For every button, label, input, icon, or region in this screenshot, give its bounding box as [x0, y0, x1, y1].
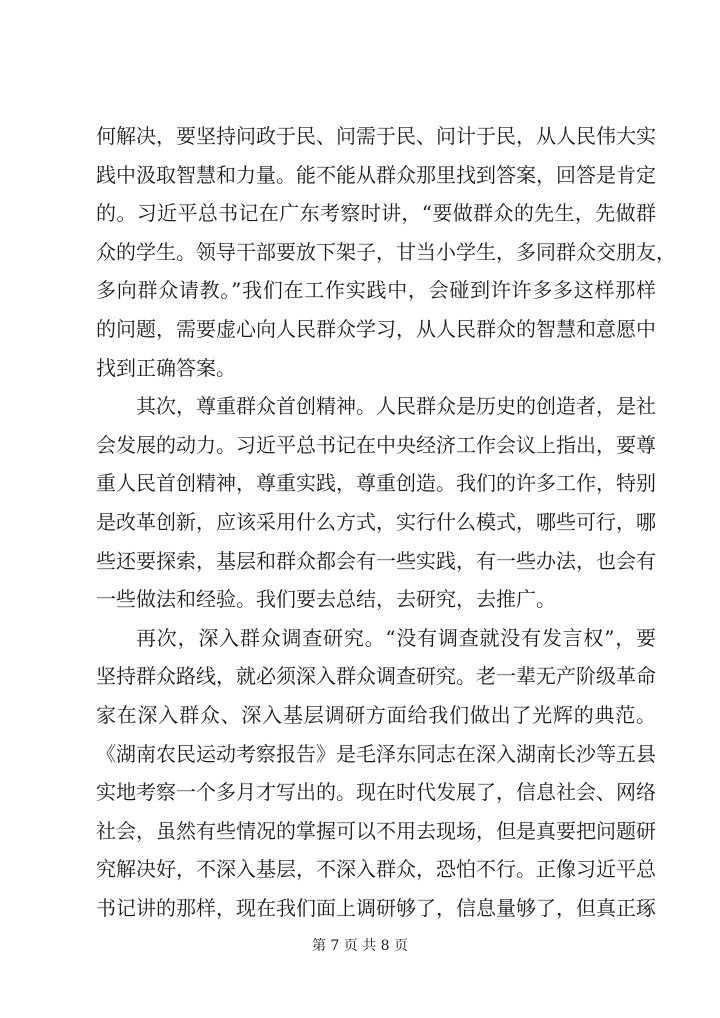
body-text — [96, 117, 676, 927]
text-line: 社会，虽然有些情况的掌握可以不用去现场，但是真要把问题研 — [96, 818, 656, 843]
text-line: 其次，尊重群众首创精神。人民群众是历史的创造者，是社 — [136, 394, 656, 419]
text-line: 践中汲取智慧和力量。能不能从群众那里找到答案，回答是肯定 — [96, 162, 656, 187]
text-line: 众的学生。领导干部要放下架子，甘当小学生，多同群众交朋友， — [96, 239, 676, 264]
text-line: 是改革创新，应该采用什么方式，实行什么模式，哪些可行，哪 — [96, 509, 656, 534]
text-line: 究解决好，不深入基层，不深入群众，恐怕不行。正像习近平总 — [96, 857, 656, 882]
text-line: 些还要探索，基层和群众都会有一些实践，有一些办法，也会有 — [96, 548, 656, 573]
text-line: 会发展的动力。习近平总书记在中央经济工作会议上指出，要尊 — [96, 432, 656, 457]
text-line: 的。习近平总书记在广东考察时讲，“要做群众的先生，先做群 — [96, 201, 656, 226]
text-line: 家在深入群众、深入基层调研方面给我们做出了光辉的典范。 — [96, 702, 656, 727]
text-line: 书记讲的那样，现在我们面上调研够了，信息量够了，但真正琢 — [96, 895, 656, 920]
text-line: 找到正确答案。 — [96, 355, 236, 380]
text-line: 重人民首创精神，尊重实践，尊重创造。我们的许多工作，特别 — [96, 471, 656, 496]
text-line: 《湖南农民运动考察报告》是毛泽东同志在深入湖南长沙等五县 — [96, 741, 656, 766]
text-line: 实地考察一个多月才写出的。现在时代发展了，信息社会、网络 — [96, 780, 656, 805]
text-line: 一些做法和经验。我们要去总结，去研究，去推广。 — [96, 587, 556, 612]
page-number-footer: 第 7 页 共 8 页 — [311, 938, 409, 954]
text-line: 多向群众请教。”我们在工作实践中，会碰到许许多多这样那样 — [96, 278, 656, 303]
text-line: 再次，深入群众调查研究。“没有调查就没有发言权”，要 — [136, 625, 656, 650]
text-line: 的问题，需要虚心向人民群众学习，从人民群众的智慧和意愿中 — [96, 316, 656, 341]
text-line: 何解决，要坚持问政于民、问需于民、问计于民，从人民伟大实 — [96, 124, 656, 148]
text-line: 坚持群众路线，就必须深入群众调查研究。老一辈无产阶级革命 — [96, 664, 656, 689]
